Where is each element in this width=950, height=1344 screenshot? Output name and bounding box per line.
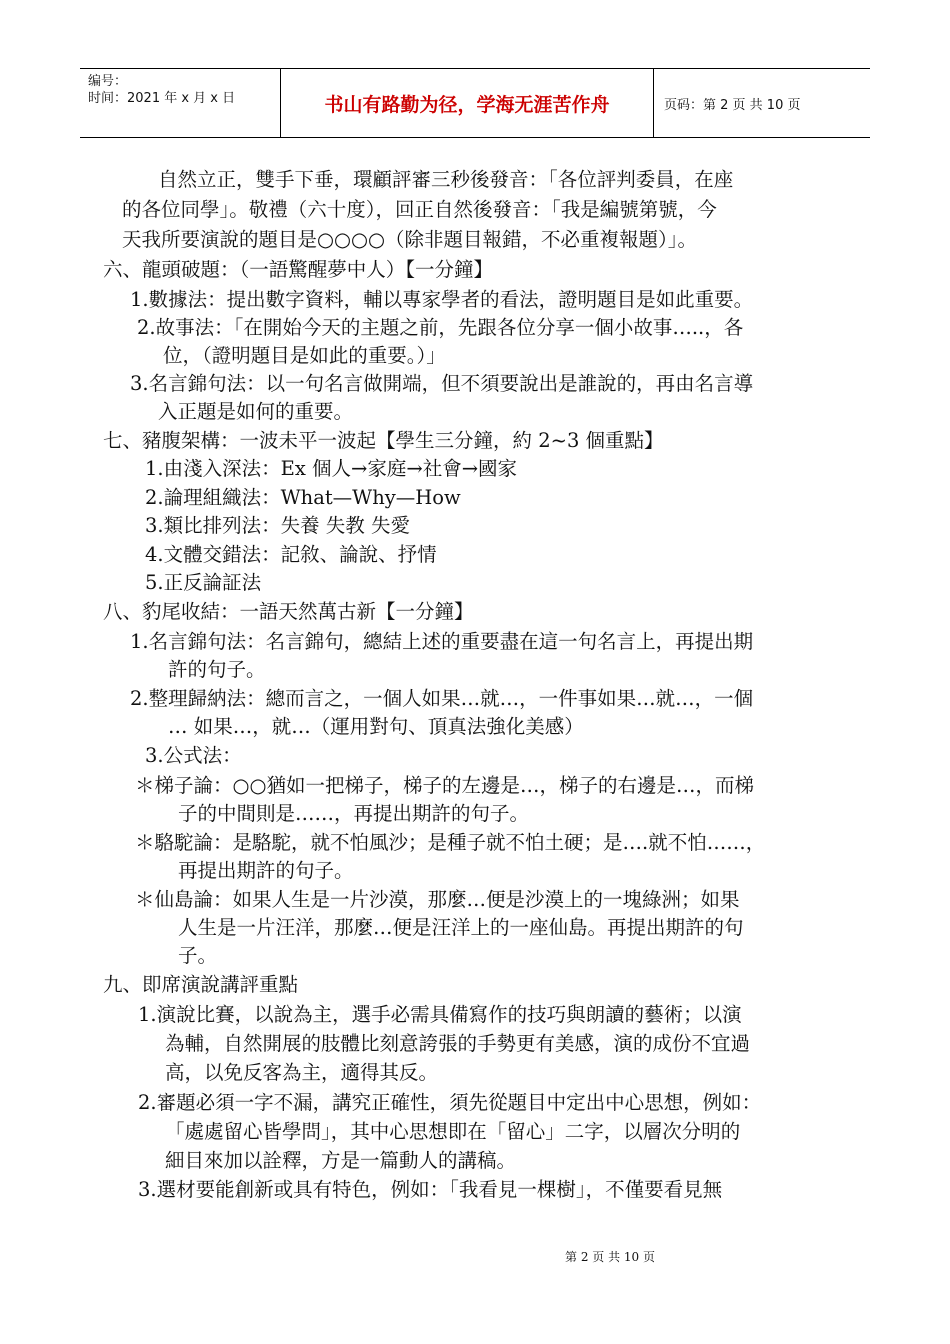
list-item-continuation: … 如果…，就…（運用對句、頂真法強化美感） (168, 715, 584, 738)
list-item-continuation: 許的句子。 (168, 658, 266, 681)
list-item: 5.正反論証法 (145, 571, 262, 594)
list-item: 2.論理組織法：What—Why—How (145, 486, 461, 509)
paragraph-line: 自然立正，雙手下垂，環顧評審三秒後發音：「各位評判委員，在座 (158, 168, 734, 191)
list-item-continuation: 「處處留心皆學問」，其中心思想即在「留心」二字，以層次分明的 (165, 1120, 741, 1143)
list-item: 3.選材要能創新或具有特色，例如：「我看見一棵樹」，不僅要看見無 (138, 1178, 723, 1201)
document-number-label: 编号： (88, 74, 128, 89)
list-item-continuation: 人生是一片汪洋，那麼…便是汪洋上的一座仙島。再提出期許的句 (178, 916, 744, 939)
list-item: 3.公式法： (145, 744, 242, 767)
paragraph-line: 天我所要演說的題目是○○○○（除非題目報錯，不必重複報題）」。 (122, 228, 698, 251)
section-heading: 九、即席演說講評重點 (103, 973, 299, 996)
list-item: 3.名言錦句法：以一句名言做開端，但不須要說出是誰說的，再由名言導 (130, 372, 754, 395)
list-item: 1.由淺入深法：Ex 個人→家庭→社會→國家 (145, 457, 518, 480)
list-item: ＊梯子論：○○猶如一把梯子，梯子的左邊是…，梯子的右邊是…，而梯 (135, 774, 755, 797)
list-item: ＊駱駝論：是駱駝，就不怕風沙；是種子就不怕土硬；是….就不怕……， (135, 831, 766, 854)
list-item: 2.故事法：「在開始今天的主題之前，先跟各位分享一個小故事…..，各 (137, 316, 744, 339)
section-heading: 六、龍頭破題：（一語驚醒夢中人）【一分鐘】 (103, 258, 494, 281)
list-item-continuation: 位，（證明題目是如此的重要。）」 (163, 344, 446, 367)
list-item: 4.文體交錯法：記敘、論說、抒情 (145, 543, 437, 566)
list-item: 1.數據法：提出數字資料，輔以專家學者的看法，證明題目是如此重要。 (130, 288, 754, 311)
list-item: 2.整理歸納法：總而言之，一個人如果…就…，一件事如果…就…，一個 (130, 687, 754, 710)
list-item: 2.審題必須一字不漏，講究正確性，須先從題目中定出中心思想，例如： (138, 1091, 762, 1114)
list-item-continuation: 為輔，自然開展的肢體比刻意誇張的手勢更有美感，演的成份不宜過 (165, 1032, 751, 1055)
list-item: 1.演說比賽，以說為主，選手必需具備寫作的技巧與朗讀的藝術；以演 (138, 1003, 742, 1026)
section-heading: 八、豹尾收結：一語天然萬古新【一分鐘】 (103, 600, 474, 623)
list-item-continuation: 子的中間則是……，再提出期許的句子。 (178, 802, 530, 825)
list-item-continuation: 入正題是如何的重要。 (158, 400, 354, 423)
page-footer (0, 1248, 950, 1265)
document-header (80, 68, 870, 138)
list-item: 3.類比排列法：失養 失教 失愛 (145, 514, 411, 537)
list-item-continuation: 子。 (178, 944, 218, 967)
header-meta (80, 69, 281, 137)
list-item: ＊仙島論：如果人生是一片沙漠，那麼…便是沙漠上的一塊綠洲；如果 (135, 888, 740, 911)
list-item-continuation: 細目來加以詮釋，方是一篇動人的講稿。 (165, 1149, 517, 1172)
paragraph-line: 的各位同學」。敬禮（六十度），回正自然後發音：「我是編號第號，今 (122, 198, 717, 221)
section-heading: 七、豬腹架構：一波未平一波起【學生三分鐘，約 2~3 個重點】 (103, 429, 664, 452)
list-item: 1.名言錦句法：名言錦句，總結上述的重要盡在這一句名言上，再提出期 (130, 630, 754, 653)
header-motto: 书山有路勤为径，学海无涯苦作舟 (281, 69, 654, 137)
footer-page-number: 第 2 页 共 10 页 (565, 1250, 655, 1264)
list-item-continuation: 再提出期許的句子。 (178, 859, 354, 882)
document-date: 时间：2021 年 x 月 x 日 (88, 91, 236, 106)
list-item-continuation: 高，以免反客為主，適得其反。 (165, 1061, 439, 1084)
header-page-info: 页码：第 2 页 共 10 页 (664, 97, 801, 113)
